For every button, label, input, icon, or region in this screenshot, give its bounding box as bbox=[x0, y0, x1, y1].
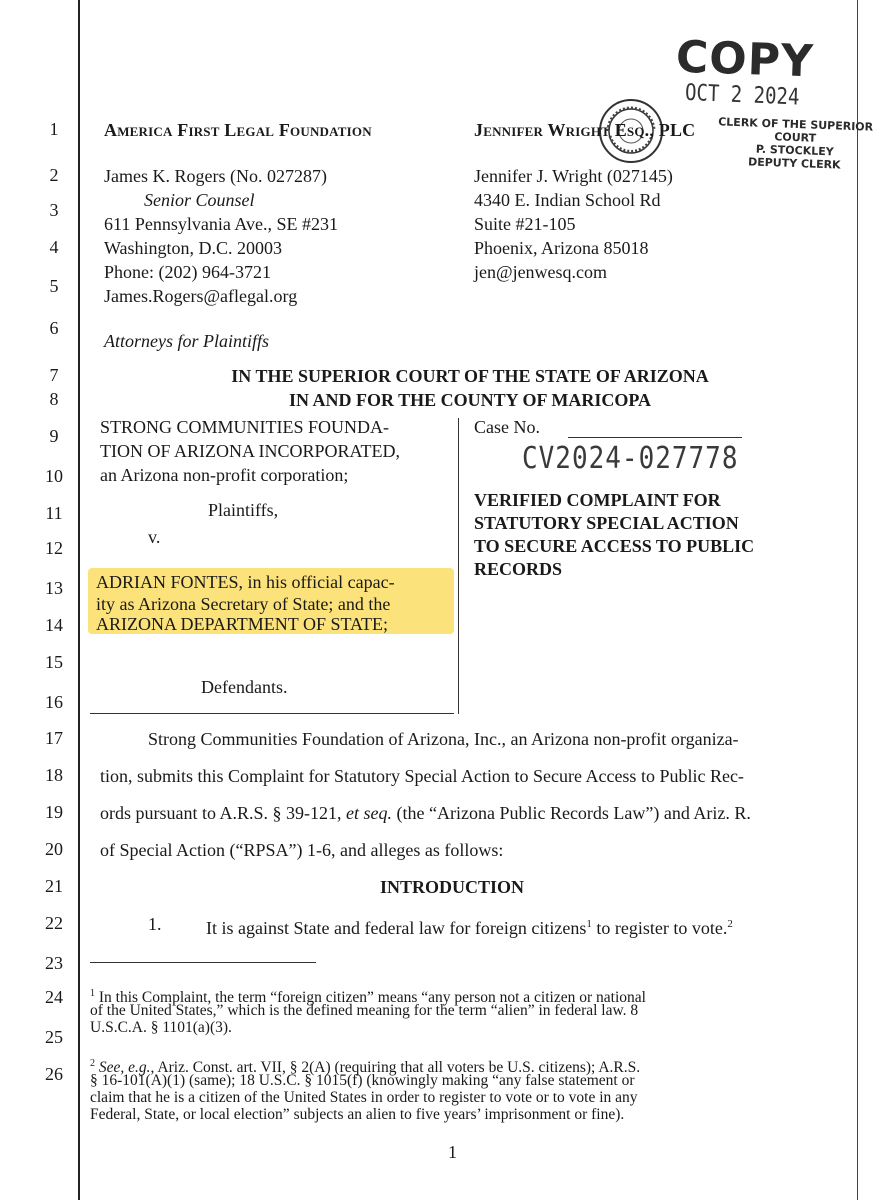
case-number-label: Case No. bbox=[474, 417, 540, 437]
plaintiff-name-2: TION OF ARIZONA INCORPORATED, bbox=[100, 441, 401, 461]
versus: v. bbox=[148, 527, 161, 547]
page-number: 1 bbox=[448, 1142, 457, 1162]
complaint-title-2: STATUTORY SPECIAL ACTION bbox=[474, 513, 739, 533]
plaintiff-description: an Arizona non-profit corporation; bbox=[100, 465, 349, 485]
defendant-line-2: ity as Arizona Secretary of State; and the bbox=[96, 594, 391, 614]
left-address2: Washington, D.C. 20003 bbox=[104, 238, 283, 258]
body-text: (the “Arizona Public Records Law”) and Ariz. R. bbox=[392, 803, 751, 823]
line-number: 6 bbox=[49, 318, 59, 338]
left-phone: Phone: (202) 964-3721 bbox=[104, 262, 271, 282]
line-number: 1 bbox=[49, 119, 59, 139]
footnote-1-line-3: U.S.C.A. § 1101(a)(3). bbox=[90, 1019, 232, 1036]
line-number: 17 bbox=[45, 728, 63, 748]
footnote-2-line-4: Federal, State, or local election” subjects an alien to five years’ imprisonment or fine). bbox=[90, 1106, 625, 1123]
left-address1: 611 Pennsylvania Ave., SE #231 bbox=[104, 214, 338, 234]
right-address2: Suite #21-105 bbox=[474, 214, 576, 234]
line-number: 25 bbox=[45, 1027, 63, 1047]
line-number: 21 bbox=[45, 876, 63, 896]
line-number: 22 bbox=[45, 913, 63, 933]
footnote-2-line-3: claim that he is a citizen of the United States in order to register to vote or to vote in any bbox=[90, 1089, 638, 1106]
clerk-title: DEPUTY CLERK bbox=[747, 155, 841, 172]
footnote-ref-2[interactable]: 2 bbox=[727, 918, 733, 930]
attorneys-for: Attorneys for Plaintiffs bbox=[104, 331, 269, 351]
caption-bottom-rule bbox=[90, 713, 454, 714]
footnote-rule bbox=[90, 962, 316, 963]
paragraph-1 bbox=[206, 913, 733, 939]
line-number: 16 bbox=[45, 692, 63, 712]
line-number: 20 bbox=[45, 839, 63, 859]
line-number: 9 bbox=[49, 426, 59, 446]
left-attorney: James K. Rogers (No. 027287) bbox=[104, 166, 327, 186]
body-text: to register to vote. bbox=[591, 918, 728, 938]
case-number: CV2024-027778 bbox=[522, 441, 739, 477]
introduction-heading: INTRODUCTION bbox=[380, 877, 525, 897]
plaintiffs-label: Plaintiffs, bbox=[208, 500, 279, 520]
et-seq: et seq. bbox=[346, 803, 392, 823]
line-number: 8 bbox=[49, 389, 59, 409]
line-number: 4 bbox=[49, 237, 59, 257]
body-line-3 bbox=[100, 802, 751, 824]
footnote-2-line-2: § 16-101(A)(1) (same); 18 U.S.C. § 1015(f) (knowingly making “any false statement or bbox=[90, 1072, 635, 1089]
right-email: jen@jenwesq.com bbox=[474, 262, 608, 282]
line-number: 18 bbox=[45, 765, 63, 785]
footnote-text: In this Complaint, the term “foreign citizen” means “any person not a citizen or national bbox=[95, 989, 646, 1007]
line-number: 26 bbox=[45, 1064, 63, 1084]
plaintiff-name-1: STRONG COMMUNITIES FOUNDA- bbox=[100, 417, 390, 437]
footnote-ref-1[interactable]: 1 bbox=[586, 918, 592, 930]
left-margin-rule bbox=[78, 0, 80, 1200]
stamp-date: OCT 2 2024 bbox=[684, 79, 800, 111]
right-attorney: Jennifer J. Wright (027145) bbox=[474, 166, 673, 186]
left-firm-name: America First Legal Foundation bbox=[104, 120, 372, 140]
line-number: 15 bbox=[45, 652, 63, 672]
right-margin-rule bbox=[857, 0, 858, 1200]
case-number-rule bbox=[568, 437, 742, 438]
line-number: 13 bbox=[45, 578, 63, 598]
footnote-1-line-2: of the United States,” which is the defined meaning for the term “alien” in federal law. 8 bbox=[90, 1002, 639, 1019]
copy-stamp: COPY bbox=[675, 31, 815, 88]
footnote-mark: 1 bbox=[90, 988, 95, 999]
defendant-line-3: ARIZONA DEPARTMENT OF STATE; bbox=[96, 614, 389, 634]
left-attorney-title: Senior Counsel bbox=[144, 190, 255, 210]
left-email: James.Rogers@aflegal.org bbox=[104, 286, 298, 306]
line-number: 3 bbox=[49, 200, 59, 220]
defendants-label: Defendants. bbox=[201, 677, 288, 697]
line-number: 5 bbox=[49, 276, 59, 296]
defendant-line-1: ADRIAN FONTES, in his official capac- bbox=[96, 572, 395, 592]
caption-divider bbox=[458, 418, 459, 714]
clerk-line: CLERK OF THE SUPERIOR COURT bbox=[718, 115, 874, 145]
right-address3: Phoenix, Arizona 85018 bbox=[474, 238, 649, 258]
footnote-see: See, e.g. bbox=[95, 1059, 151, 1077]
complaint-title-1: VERIFIED COMPLAINT FOR bbox=[474, 490, 721, 510]
body-line-4: of Special Action (“RPSA”) 1-6, and alleges as follows: bbox=[100, 840, 504, 860]
clerk-name: P. STOCKLEY bbox=[755, 142, 834, 159]
court-heading-line2: IN AND FOR THE COUNTY OF MARICOPA bbox=[288, 390, 651, 410]
complaint-title-4: RECORDS bbox=[474, 559, 563, 579]
right-address1: 4340 E. Indian School Rd bbox=[474, 190, 661, 210]
complaint-title-3: TO SECURE ACCESS TO PUBLIC bbox=[474, 536, 755, 556]
body-text: ords pursuant to A.R.S. § 39-121, bbox=[100, 803, 347, 823]
body-text: It is against State and federal law for foreign citizens bbox=[206, 918, 587, 938]
line-number: 14 bbox=[45, 615, 63, 635]
clerk-stamp bbox=[706, 115, 883, 173]
footnote-mark: 2 bbox=[90, 1058, 95, 1069]
body-line-1: Strong Communities Foundation of Arizona, Inc., an Arizona non-profit organiza- bbox=[148, 729, 739, 749]
line-number: 12 bbox=[45, 538, 63, 558]
line-number: 23 bbox=[45, 953, 63, 973]
line-number: 10 bbox=[45, 466, 63, 486]
paragraph-number: 1. bbox=[148, 914, 162, 934]
court-heading-line1: IN THE SUPERIOR COURT OF THE STATE OF ARIZONA bbox=[231, 366, 709, 386]
line-number: 24 bbox=[45, 987, 63, 1007]
footnote-text: , Ariz. Const. art. VII, § 2(A) (requiring that all voters be U.S. citizens); A.R.S. bbox=[150, 1059, 641, 1077]
line-number: 19 bbox=[45, 802, 63, 822]
right-firm-name: Jennifer Wright Esq., PLC bbox=[474, 120, 696, 140]
line-number: 2 bbox=[49, 165, 59, 185]
body-line-2: tion, submits this Complaint for Statutory Special Action to Secure Access to Public Rec- bbox=[100, 766, 744, 786]
line-number: 7 bbox=[49, 365, 59, 385]
line-number: 11 bbox=[45, 503, 63, 523]
